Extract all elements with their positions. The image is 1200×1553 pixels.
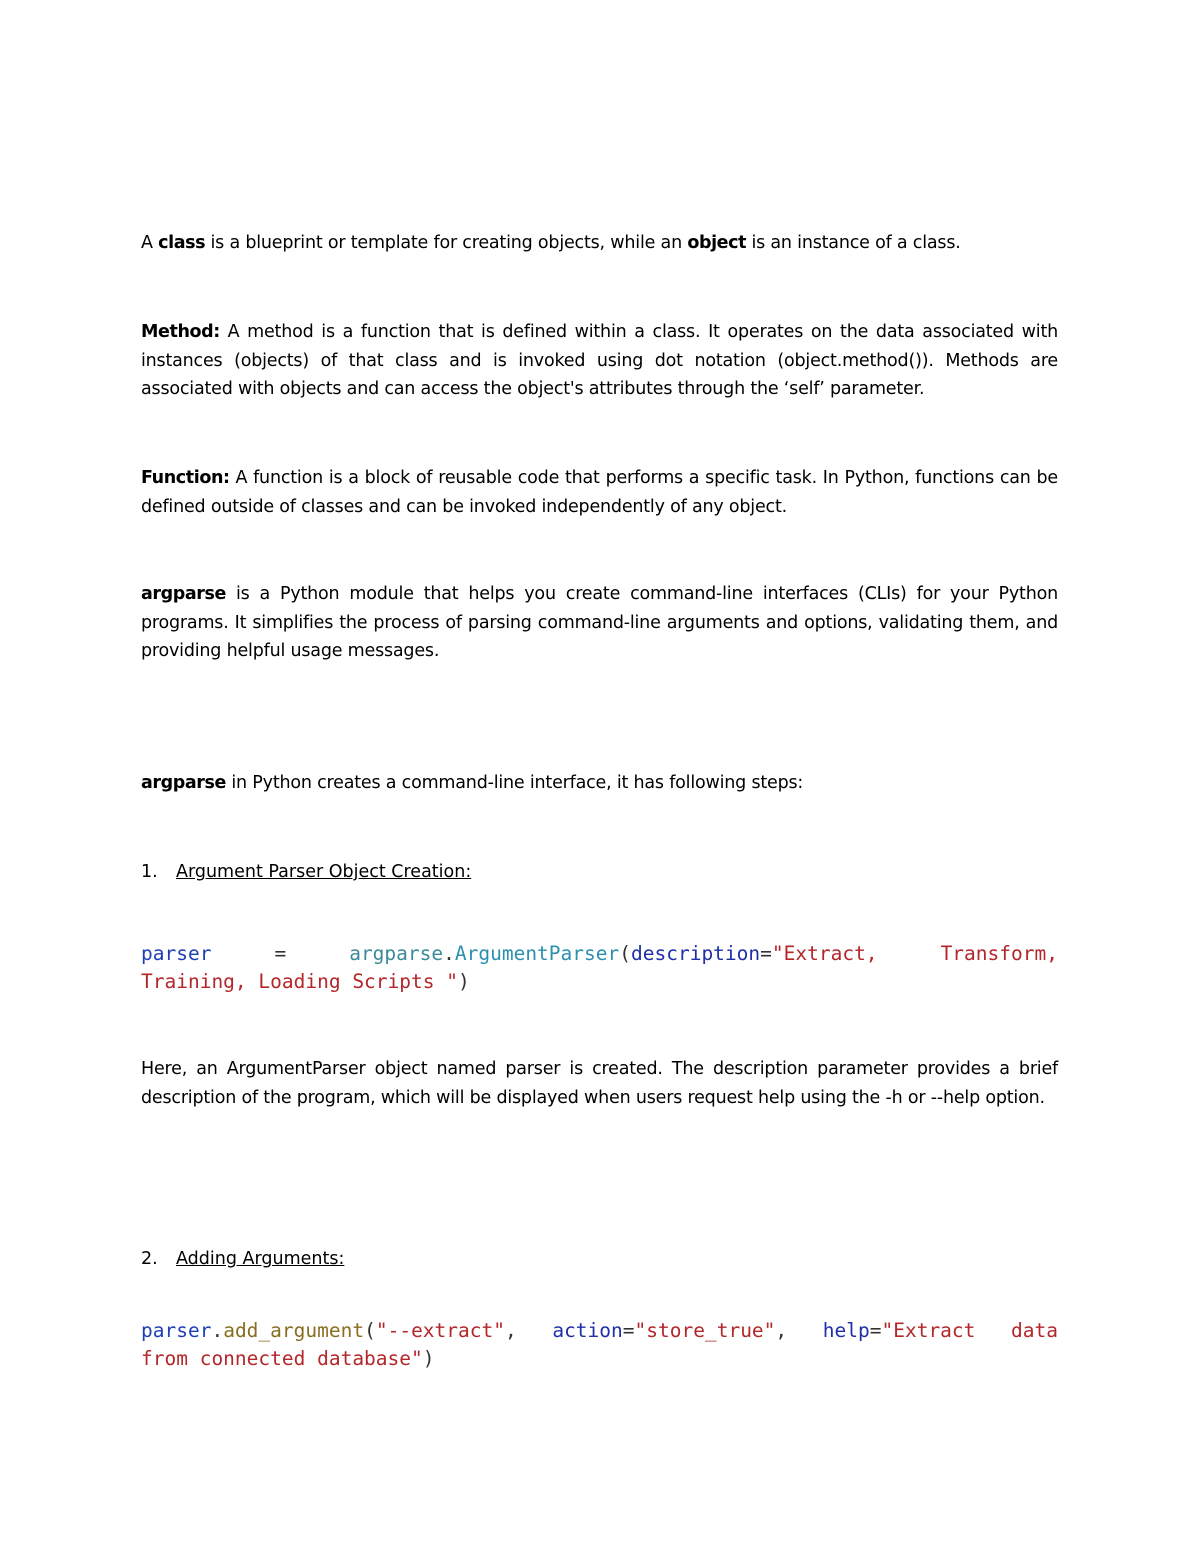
code-line — [141, 1317, 1058, 1345]
code-token: Transform, — [940, 942, 1058, 965]
step-2-title: Adding Arguments: — [176, 1249, 345, 1269]
step-1-heading — [141, 858, 1058, 886]
code-line — [141, 940, 1058, 968]
code-token: ( — [364, 1319, 376, 1342]
function-paragraph — [141, 464, 1058, 521]
method-term: Method: — [141, 322, 220, 342]
code-token: ArgumentParser — [454, 942, 620, 965]
step-1-title: Argument Parser Object Creation: — [176, 862, 472, 882]
function-text: A function is a block of reusable code that performs a specific task. In Python, functions can be defined outside of classes and can be invoked independently of any object. — [141, 468, 1058, 517]
code-token: parser — [141, 942, 212, 965]
code-token-group — [349, 940, 877, 968]
code-token: Training, Loading Scripts " — [141, 970, 458, 993]
code-token: , — [504, 1319, 517, 1342]
code-token: ( — [619, 942, 631, 965]
code-token: data — [1011, 1319, 1058, 1342]
code-token-group — [552, 1317, 787, 1345]
argparse-definition-text: is a Python module that helps you create command-line interfaces (CLIs) for your Python programs. It simplifies the process of parsing command-line arguments and options, validating them, and providing helpful usage messages. — [141, 584, 1058, 661]
step-2-heading — [141, 1245, 1058, 1273]
code-token: add_argument — [223, 1319, 365, 1342]
step-1-number: 1. — [141, 862, 158, 882]
code-token: action — [552, 1319, 623, 1342]
code-token: ) — [422, 1347, 435, 1370]
class-object-definition — [141, 229, 1058, 257]
class-term: class — [158, 233, 206, 253]
intro-text-2: is a blueprint or template for creating objects, while an — [205, 233, 688, 253]
argparse-steps-term: argparse — [141, 773, 227, 793]
code-token: help — [822, 1319, 870, 1342]
argparse-steps-text: in Python creates a command-line interface, it has following steps: — [226, 773, 804, 793]
code-token: . — [443, 942, 455, 965]
intro-text-3: is an instance of a class. — [746, 233, 961, 253]
code-token: = — [760, 942, 772, 965]
code-token: = — [622, 1319, 635, 1342]
argparse-definition-paragraph — [141, 580, 1058, 666]
code-token: from connected database" — [141, 1347, 423, 1370]
step-2-number: 2. — [141, 1249, 158, 1269]
code-token: "store_true" — [634, 1319, 776, 1342]
code-token: = — [869, 1319, 882, 1342]
code-token: argparse — [349, 942, 444, 965]
code-token: "Extract — [881, 1319, 976, 1342]
method-text: A method is a function that is defined within a class. It operates on the data associated with instances (objects) of that class and is invoked using dot notation (object.method()). Methods are associated with objects and can access the object's attributes through the ‘self’ parameter. — [141, 322, 1058, 399]
argparse-steps-intro — [141, 769, 1058, 797]
code-block-add-argument — [141, 1317, 1058, 1373]
code-token: . — [211, 1319, 224, 1342]
argparse-term: argparse — [141, 584, 227, 604]
argument-parser-explanation — [141, 1055, 1058, 1112]
explanation-text: Here, an ArgumentParser object named parser is created. The description parameter provides a brief description of the program, which will be displayed when users request help using the -h or --help option. — [141, 1059, 1058, 1108]
code-token: description — [631, 942, 761, 965]
code-token: ) — [457, 970, 470, 993]
method-paragraph — [141, 318, 1058, 404]
code-line — [141, 968, 1058, 996]
object-term: object — [687, 233, 747, 253]
code-token: , — [775, 1319, 788, 1342]
code-token-group — [141, 1317, 517, 1345]
code-token: "--extract" — [375, 1319, 505, 1342]
code-block-argument-parser — [141, 940, 1058, 996]
code-token-group — [823, 1317, 976, 1345]
code-token: = — [274, 942, 287, 965]
code-token: "Extract, — [771, 942, 878, 965]
code-token: parser — [141, 1319, 212, 1342]
function-term: Function: — [141, 468, 230, 488]
code-line — [141, 1345, 1058, 1373]
intro-text-1: A — [141, 233, 159, 253]
